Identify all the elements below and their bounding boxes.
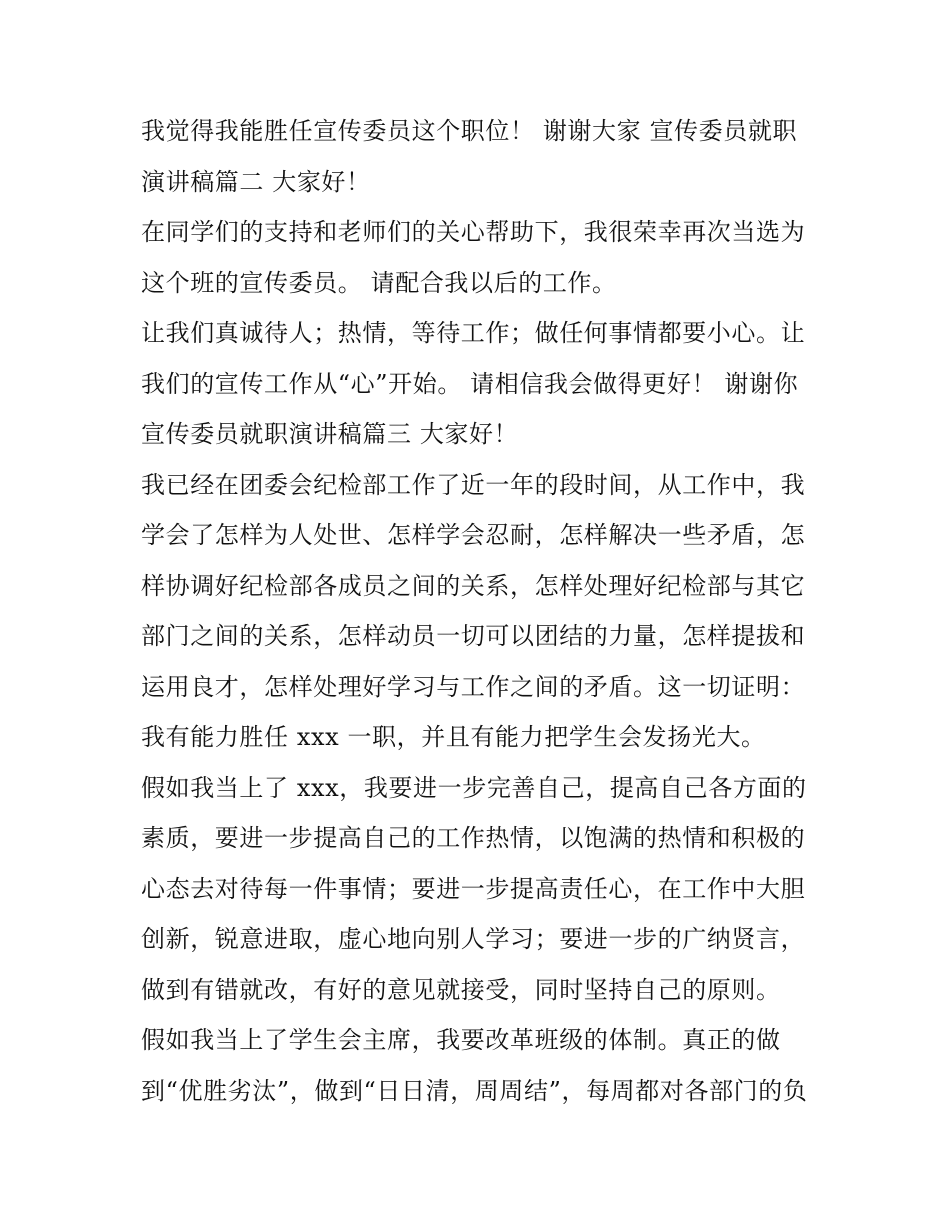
text-line-20: 到“优胜劣汰”，做到“日日清，周周结”，每周都对各部门的负: [141, 1076, 808, 1105]
text-line-18: 做到有错就改，有好的意见就接受，同时坚持自己的原则。: [141, 975, 781, 1004]
text-line-2: 演讲稿篇二 大家好！: [141, 167, 371, 196]
text-line-10: 样协调好纪检部各成员之间的关系，怎样处理好纪检部与其它: [141, 571, 806, 600]
text-line-14: 假如我当上了 xxx，我要进一步完善自己，提高自己各方面的: [141, 773, 807, 802]
text-line-7: 宣传委员就职演讲稿篇三 大家好！: [141, 420, 519, 448]
text-line-13: 我有能力胜任 xxx 一职，并且有能力把学生会发扬光大。: [141, 723, 766, 751]
document-body: [141, 106, 821, 1116]
text-line-19: 假如我当上了学生会主席，我要改革班级的体制。真正的做: [141, 1026, 781, 1054]
text-line-17: 创新，锐意进取，虚心地向别人学习；要进一步的广纳贤言，: [141, 925, 806, 953]
text-line-11: 部门之间的关系，怎样动员一切可以团结的力量，怎样提拔和: [141, 622, 806, 650]
text-line-6: 我们的宣传工作从“心”开始。 请相信我会做得更好！ 谢谢你: [141, 369, 799, 398]
text-line-8: 我已经在团委会纪检部工作了近一年的段时间，从工作中，我: [141, 470, 806, 499]
text-line-12: 运用良才，怎样处理好学习与工作之间的矛盾。这一切证明：: [141, 672, 806, 701]
text-line-15: 素质，要进一步提高自己的工作热情，以饱满的热情和积极的: [141, 824, 806, 852]
text-line-4: 这个班的宣传委员。 请配合我以后的工作。: [141, 268, 617, 297]
text-line-16: 心态去对待每一件事情；要进一步提高责任心，在工作中大胆: [141, 874, 806, 903]
text-line-5: 让我们真诚待人；热情，等待工作；做任何事情都要小心。让: [141, 319, 806, 347]
text-line-3: 在同学们的支持和老师们的关心帮助下，我很荣幸再次当选为: [141, 218, 806, 246]
text-line-1: 我觉得我能胜任宣传委员这个职位！ 谢谢大家 宣传委员就职: [141, 117, 798, 145]
text-line-9: 学会了怎样为人处世、怎样学会忍耐，怎样解决一些矛盾，怎: [141, 521, 806, 549]
